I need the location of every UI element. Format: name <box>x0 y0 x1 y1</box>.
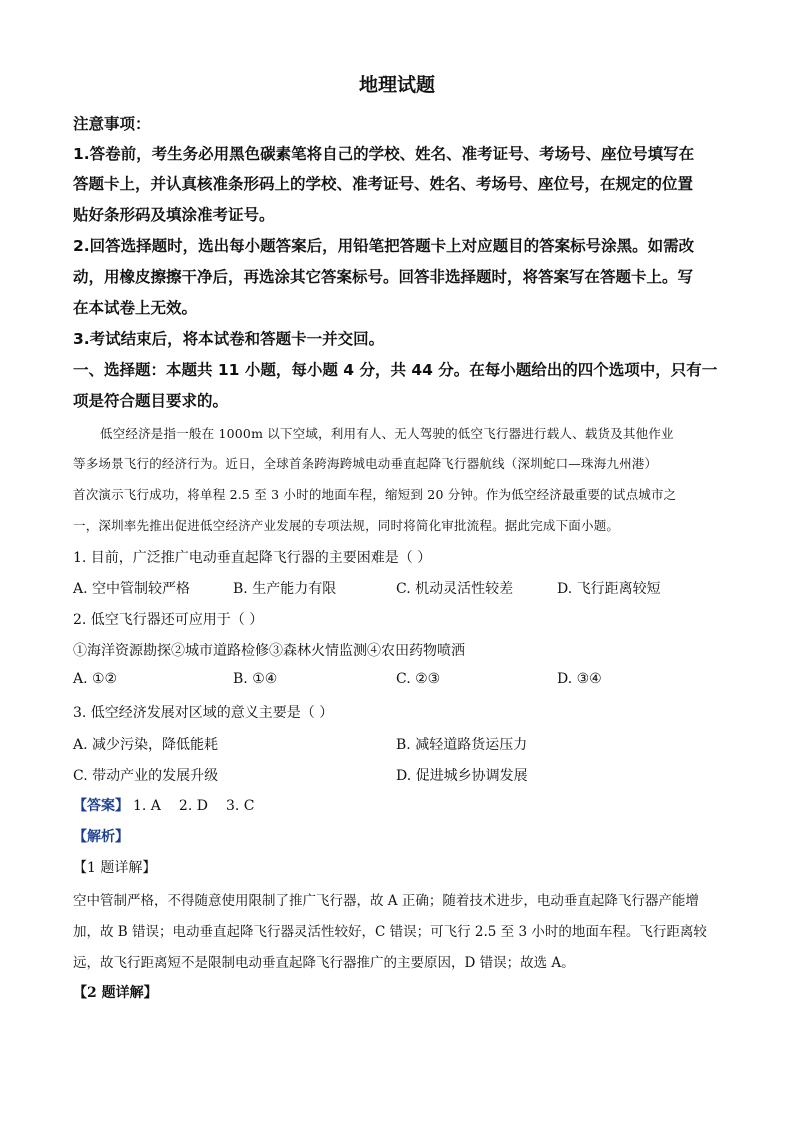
question-1-option-b: B. 生产能力有限 <box>233 581 337 597</box>
question-1-option-a: A. 空中管制较严格 <box>73 581 191 597</box>
section-heading-line-2: 项是符合题目要求的。 <box>73 392 229 410</box>
answer-value-1: 1. A <box>133 798 161 814</box>
answer-row <box>73 795 255 815</box>
analysis-q1-label: 【1 题详解】 <box>73 860 157 876</box>
section-heading-line-1: 一、选择题：本题共 11 小题，每小题 4 分，共 44 分。在每小题给出的四个选项中，只有一 <box>73 361 718 379</box>
notice-line-3: 贴好条形码及填涂准考证号。 <box>73 206 275 224</box>
answer-label: 【答案】 <box>73 798 129 814</box>
analysis-q1-line-2: 加，故 B 错误；电动垂直起降飞行器灵活性较好，C 错误；可飞行 2.5 至 3 小时的地面车程。飞行距离较 <box>73 924 707 940</box>
passage-line-3: 首次演示飞行成功，将单程 2.5 至 3 小时的地面车程，缩短到 20 分钟。作为低空经济最重要的试点城市之 <box>73 487 677 502</box>
analysis-q1-line-3: 远，故飞行距离短不是限制电动垂直起降飞行器推广的主要原因，D 错误；故选 A。 <box>73 955 575 971</box>
passage-line-2: 等多场景飞行的经济行为。近日，全球首条跨海跨城电动垂直起降飞行器航线（深圳蛇口—珠海九州港） <box>73 456 658 471</box>
question-2-option-c: C. ②③ <box>396 671 441 687</box>
question-3-option-b: B. 减轻道路货运压力 <box>396 737 528 753</box>
notice-line-6: 在本试卷上无效。 <box>73 299 198 317</box>
question-1-option-d: D. 飞行距离较短 <box>557 581 661 597</box>
question-2-stem: 2. 低空飞行器还可应用于（ ） <box>73 612 264 628</box>
notice-line-7: 3.考试结束后，将本试卷和答题卡一并交回。 <box>73 330 385 348</box>
notice-line-1: 1.答卷前，考生务必用黑色碳素笔将自己的学校、姓名、准考证号、考场号、座位号填写在 <box>73 145 695 163</box>
question-2-option-d: D. ③④ <box>557 671 602 687</box>
question-3-option-a: A. 减少污染，降低能耗 <box>73 737 219 753</box>
notice-line-4: 2.回答选择题时，选出每小题答案后，用铅笔把答题卡上对应题目的答案标号涂黑。如需改 <box>73 237 695 255</box>
question-2-items: ①海洋资源勘探②城市道路检修③森林火情监测④农田药物喷洒 <box>73 643 465 659</box>
passage-line-4: 一，深圳率先推出促进低空经济产业发展的专项法规，同时将简化审批流程。据此完成下面小题。 <box>73 518 620 533</box>
question-3-option-c: C. 带动产业的发展升级 <box>73 768 219 784</box>
question-2-option-a: A. ①② <box>73 671 118 687</box>
answer-value-2: 2. D <box>178 798 208 814</box>
analysis-q1-line-1: 空中管制严格，不得随意使用限制了推广飞行器，故 A 正确；随着技术进步，电动垂直起降飞行器产能增 <box>73 893 699 909</box>
answer-value-3: 3. C <box>225 798 255 814</box>
question-3-option-d: D. 促进城乡协调发展 <box>396 768 528 784</box>
question-1-option-c: C. 机动灵活性较差 <box>396 581 514 597</box>
question-1-stem: 1. 目前，广泛推广电动垂直起降飞行器的主要困难是（ ） <box>73 550 432 566</box>
question-3-stem: 3. 低空经济发展对区域的意义主要是（ ） <box>73 705 334 721</box>
passage-line-1: 低空经济是指一般在 1000m 以下空域，利用有人、无人驾驶的低空飞行器进行载人、载货及其他作业 <box>100 426 674 441</box>
analysis-label: 【解析】 <box>73 829 129 845</box>
analysis-q2-label: 【2 题详解】 <box>73 985 158 1001</box>
notice-line-2: 答题卡上，并认真核准条形码上的学校、准考证号、姓名、考场号、座位号，在规定的位置 <box>73 175 694 193</box>
question-2-option-b: B. ①④ <box>233 671 278 687</box>
notice-line-5: 动，用橡皮擦擦干净后，再选涂其它答案标号。回答非选择题时，将答案写在答题卡上。写 <box>73 268 694 286</box>
notice-heading: 注意事项： <box>73 115 151 133</box>
page-title: 地理试题 <box>358 74 435 96</box>
